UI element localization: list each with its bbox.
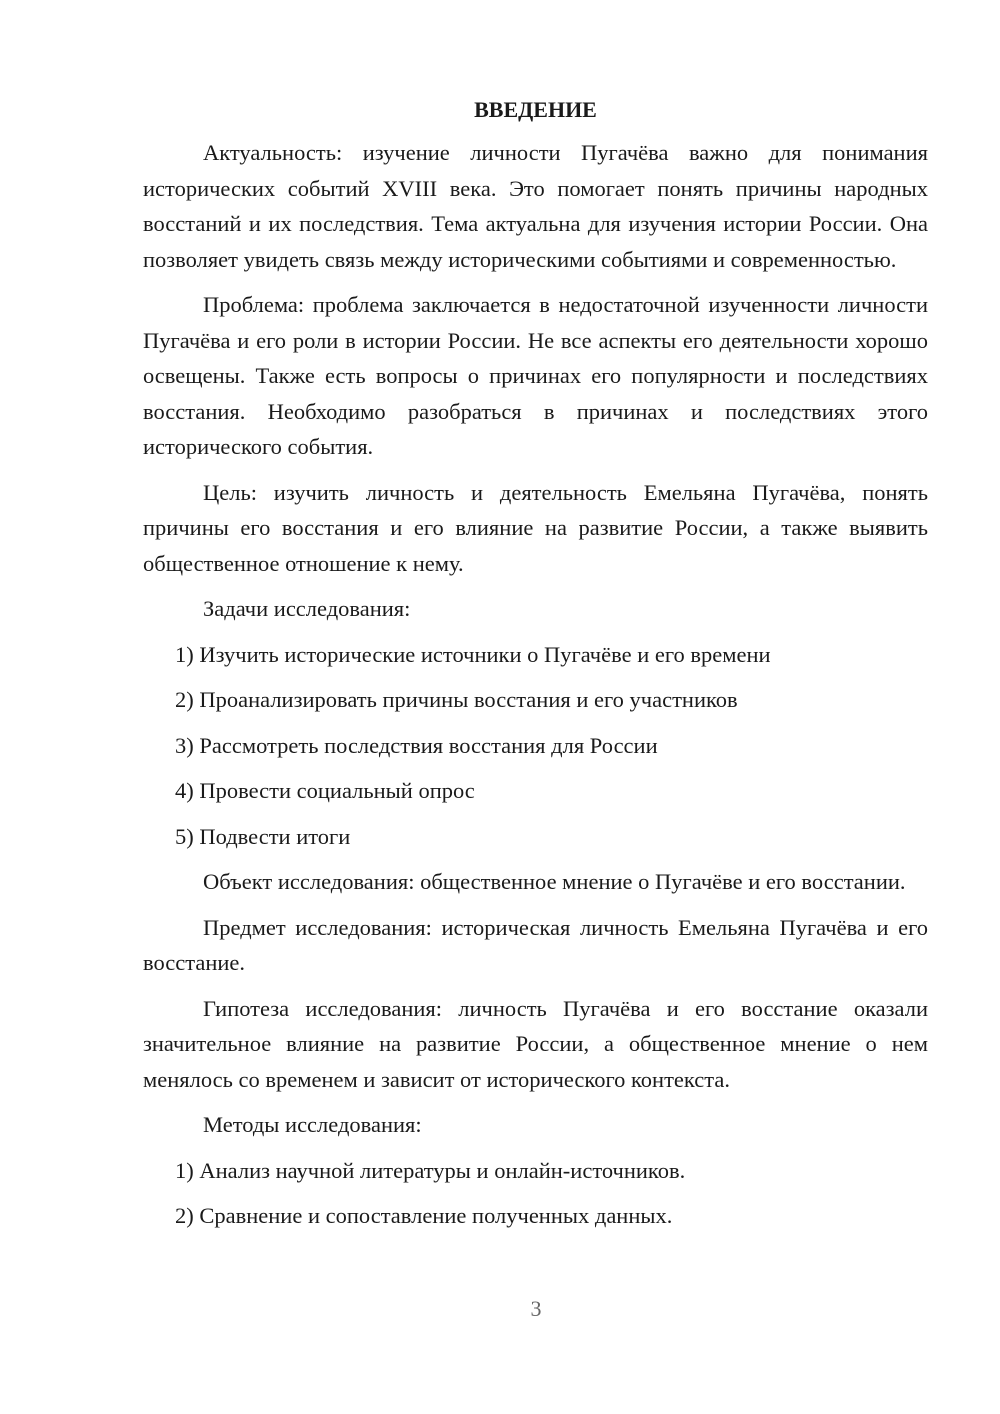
tasks-list: [143, 637, 928, 855]
task-item: 3) Рассмотреть последствия восстания для России: [175, 732, 658, 758]
document-page: [143, 92, 928, 1244]
page-number: 3: [530, 1296, 542, 1321]
subject-paragraph: Предмет исследования: историческая личность Емельяна Пугачёва и его восстание.: [143, 914, 928, 975]
goal-paragraph: Цель: изучить личность и деятельность Емельяна Пугачёва, понять причины его восстания и его влияние на развитие России, а также выявить общественное отношение к нему.: [143, 479, 928, 576]
methods-heading: Методы исследования:: [203, 1112, 422, 1137]
tasks-heading: Задачи исследования:: [203, 596, 411, 621]
relevance-paragraph: Актуальность: изучение личности Пугачёва важно для понимания исторических событий XVIII века. Это помогает понять причины народных восстаний и их последствия. Тема актуальна для изучения истории России. Она позволяет увидеть связь между историческими событиями и современностью.: [143, 140, 928, 272]
methods-list: [143, 1153, 928, 1234]
problem-paragraph: Проблема: проблема заключается в недостаточной изученности личности Пугачёва и его роли в истории России. Не все аспекты его деятельности хорошо освещены. Также есть вопросы о причинах его популярности и последствиях восстания. Необходимо разобраться в причинах и последствиях этого исторического события.: [143, 292, 928, 459]
object-paragraph: Объект исследования: общественное мнение о Пугачёве и его восстании.: [203, 869, 906, 894]
hypothesis-paragraph: Гипотеза исследования: личность Пугачёва и его восстание оказали значительное влияние на развитие России, а общественное мнение о нем менялось со временем и зависит от исторического контекста.: [143, 995, 928, 1092]
section-title: ВВЕДЕНИЕ: [474, 97, 597, 122]
task-item: 5) Подвести итоги: [175, 823, 351, 849]
task-item: 2) Проанализировать причины восстания и его участников: [175, 687, 738, 712]
task-item: 4) Провести социальный опрос: [175, 778, 475, 803]
method-item: 1) Анализ научной литературы и онлайн-источников.: [175, 1157, 686, 1183]
method-item: 2) Сравнение и сопоставление полученных данных.: [175, 1203, 673, 1228]
task-item: 1) Изучить исторические источники о Пугачёве и его времени: [175, 641, 771, 667]
